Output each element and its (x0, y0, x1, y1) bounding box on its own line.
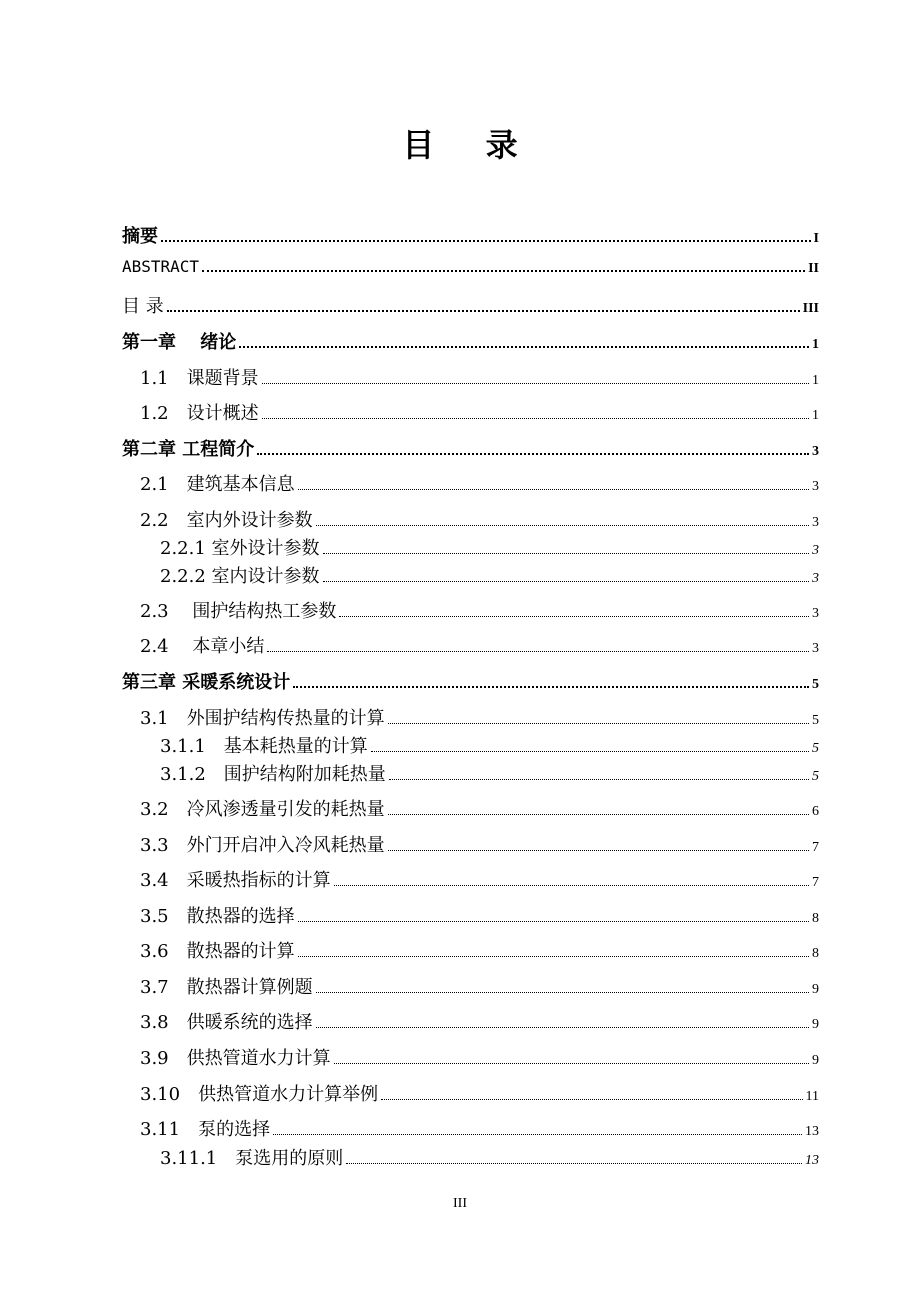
toc-entry-label: 目 录 (122, 296, 164, 317)
toc-entry-label: 2.3 围护结构热工参数 (140, 601, 337, 622)
toc-entry-label: 3.5 散热器的选择 (140, 906, 295, 927)
toc-leader-dots (293, 686, 809, 688)
toc-entry-label: 3.6 散热器的计算 (140, 941, 295, 962)
toc-entry-page: 8 (812, 911, 819, 926)
toc-entry-label: 3.1 外围护结构传热量的计算 (140, 708, 385, 729)
toc-leader-dots (389, 779, 809, 780)
toc-entry[interactable] (140, 866, 819, 892)
toc-entry[interactable] (140, 902, 819, 928)
toc-entry[interactable] (140, 937, 819, 963)
toc-entry-label: 3.2 冷风渗透量引发的耗热量 (140, 799, 385, 820)
page-title: 目 录 (402, 126, 538, 164)
toc-leader-dots (381, 1099, 802, 1100)
toc-entry-page: 9 (812, 1017, 819, 1032)
toc-entry-page: 9 (812, 1053, 819, 1068)
toc-entry[interactable] (160, 760, 819, 786)
toc-entry-label: 3.1.1 基本耗热量的计算 (160, 736, 368, 757)
toc-leader-dots (202, 270, 805, 272)
toc-leader-dots (239, 346, 809, 348)
toc-entry-page: 3 (812, 641, 819, 656)
toc-leader-dots (316, 1027, 809, 1028)
toc-entry-label: 1.1 课题背景 (140, 368, 259, 389)
toc-entry-page: 5 (812, 713, 819, 728)
toc-entry[interactable] (140, 1044, 819, 1070)
toc-entry-label: 3.8 供暖系统的选择 (140, 1012, 313, 1033)
toc-entry[interactable] (140, 831, 819, 857)
toc-entry[interactable] (122, 668, 819, 694)
toc-entry-label: 第一章 绪论 (122, 332, 237, 353)
toc-entry[interactable] (160, 732, 819, 758)
toc-entry-label: 3.10 供热管道水力计算举例 (140, 1084, 379, 1105)
toc-entry-page: 7 (812, 840, 819, 855)
toc-leader-dots (323, 581, 809, 582)
toc-leader-dots (167, 310, 800, 312)
toc-entry[interactable] (140, 1115, 819, 1141)
toc-entry-label: 2.2.2 室内设计参数 (160, 566, 320, 587)
toc-entry[interactable] (140, 973, 819, 999)
toc-entry-page: III (802, 301, 819, 316)
toc-entry-page: 13 (805, 1153, 819, 1168)
toc-entry-label: ABSTRACT (122, 257, 200, 276)
toc-entry-label: 3.11.1 泵选用的原则 (160, 1148, 344, 1169)
toc-entry[interactable] (160, 534, 819, 560)
toc-entry-page: 9 (812, 982, 819, 997)
toc-entry-label: 3.4 采暖热指标的计算 (140, 870, 331, 891)
toc-leader-dots (371, 751, 809, 752)
toc-entry-page: II (808, 261, 819, 276)
toc-entry[interactable] (140, 795, 819, 821)
toc-entry-label: 第三章 采暖系统设计 (122, 672, 291, 693)
toc-leader-dots (339, 616, 809, 617)
toc-leader-dots (273, 1134, 802, 1135)
toc-entry[interactable] (122, 222, 819, 248)
toc-entry-label: 3.11 泵的选择 (140, 1119, 271, 1140)
toc-entry[interactable] (122, 435, 819, 461)
toc-leader-dots (267, 651, 809, 652)
toc-entry-page: 3 (812, 515, 819, 530)
toc-entry-label: 2.2 室内外设计参数 (140, 510, 313, 531)
toc-entry[interactable] (160, 1144, 819, 1170)
toc-entry[interactable] (140, 364, 819, 390)
toc-leader-dots (257, 453, 809, 455)
toc-leader-dots (298, 956, 809, 957)
toc-entry-page: 3 (812, 444, 819, 459)
toc-entry[interactable] (122, 257, 819, 277)
toc-leader-dots (334, 1063, 809, 1064)
toc-entry-page: 7 (812, 875, 819, 890)
toc-entry-page: 3 (812, 606, 819, 621)
toc-leader-dots (334, 885, 809, 886)
toc-entry[interactable] (122, 292, 819, 318)
toc-entry-page: 1 (812, 373, 819, 388)
toc-entry[interactable] (140, 1080, 819, 1106)
toc-entry-label: 3.7 散热器计算例题 (140, 977, 313, 998)
toc-entry-label: 3.9 供热管道水力计算 (140, 1048, 331, 1069)
toc-entry[interactable] (122, 328, 819, 354)
toc-entry-page: 5 (812, 741, 819, 756)
toc-leader-dots (298, 489, 809, 490)
toc-entry-page: 5 (812, 677, 819, 692)
toc-leader-dots (388, 850, 809, 851)
toc-entry[interactable] (140, 1008, 819, 1034)
toc-entry-page: 6 (812, 804, 819, 819)
toc-entry-page: 13 (805, 1124, 819, 1139)
toc-entry[interactable] (140, 632, 819, 658)
toc-leader-dots (262, 383, 809, 384)
toc-entry-page: I (813, 231, 819, 246)
toc-leader-dots (298, 921, 809, 922)
toc-entry-page: 1 (812, 408, 819, 423)
page-number-footer: III (453, 1196, 467, 1211)
toc-entry-page: 3 (812, 571, 819, 586)
toc-entry-label: 3.1.2 围护结构附加耗热量 (160, 764, 386, 785)
toc-entry[interactable] (160, 562, 819, 588)
toc-entry-label: 2.4 本章小结 (140, 636, 265, 657)
toc-entry[interactable] (140, 399, 819, 425)
toc-entry-label: 2.1 建筑基本信息 (140, 474, 295, 495)
toc-leader-dots (316, 992, 809, 993)
toc-entry-page: 5 (812, 769, 819, 784)
toc-leader-dots (161, 240, 811, 242)
toc-leader-dots (323, 553, 809, 554)
toc-entry-page: 3 (812, 479, 819, 494)
toc-entry[interactable] (140, 597, 819, 623)
toc-entry[interactable] (140, 506, 819, 532)
toc-leader-dots (388, 814, 809, 815)
toc-entry-label: 摘要 (122, 226, 158, 247)
toc-leader-dots (262, 418, 809, 419)
toc-leader-dots (388, 723, 809, 724)
toc-entry-page: 11 (805, 1089, 819, 1104)
toc-entry-label: 2.2.1 室外设计参数 (160, 538, 320, 559)
toc-entry-label: 3.3 外门开启冲入冷风耗热量 (140, 835, 385, 856)
toc-entry-page: 1 (812, 337, 819, 352)
toc-entry-label: 1.2 设计概述 (140, 403, 259, 424)
toc-entry-page: 3 (812, 543, 819, 558)
toc-entry[interactable] (140, 470, 819, 496)
toc-leader-dots (346, 1163, 802, 1164)
toc-entry[interactable] (140, 704, 819, 730)
toc-entry-page: 8 (812, 946, 819, 961)
toc-entry-label: 第二章 工程简介 (122, 439, 255, 460)
toc-leader-dots (316, 525, 809, 526)
